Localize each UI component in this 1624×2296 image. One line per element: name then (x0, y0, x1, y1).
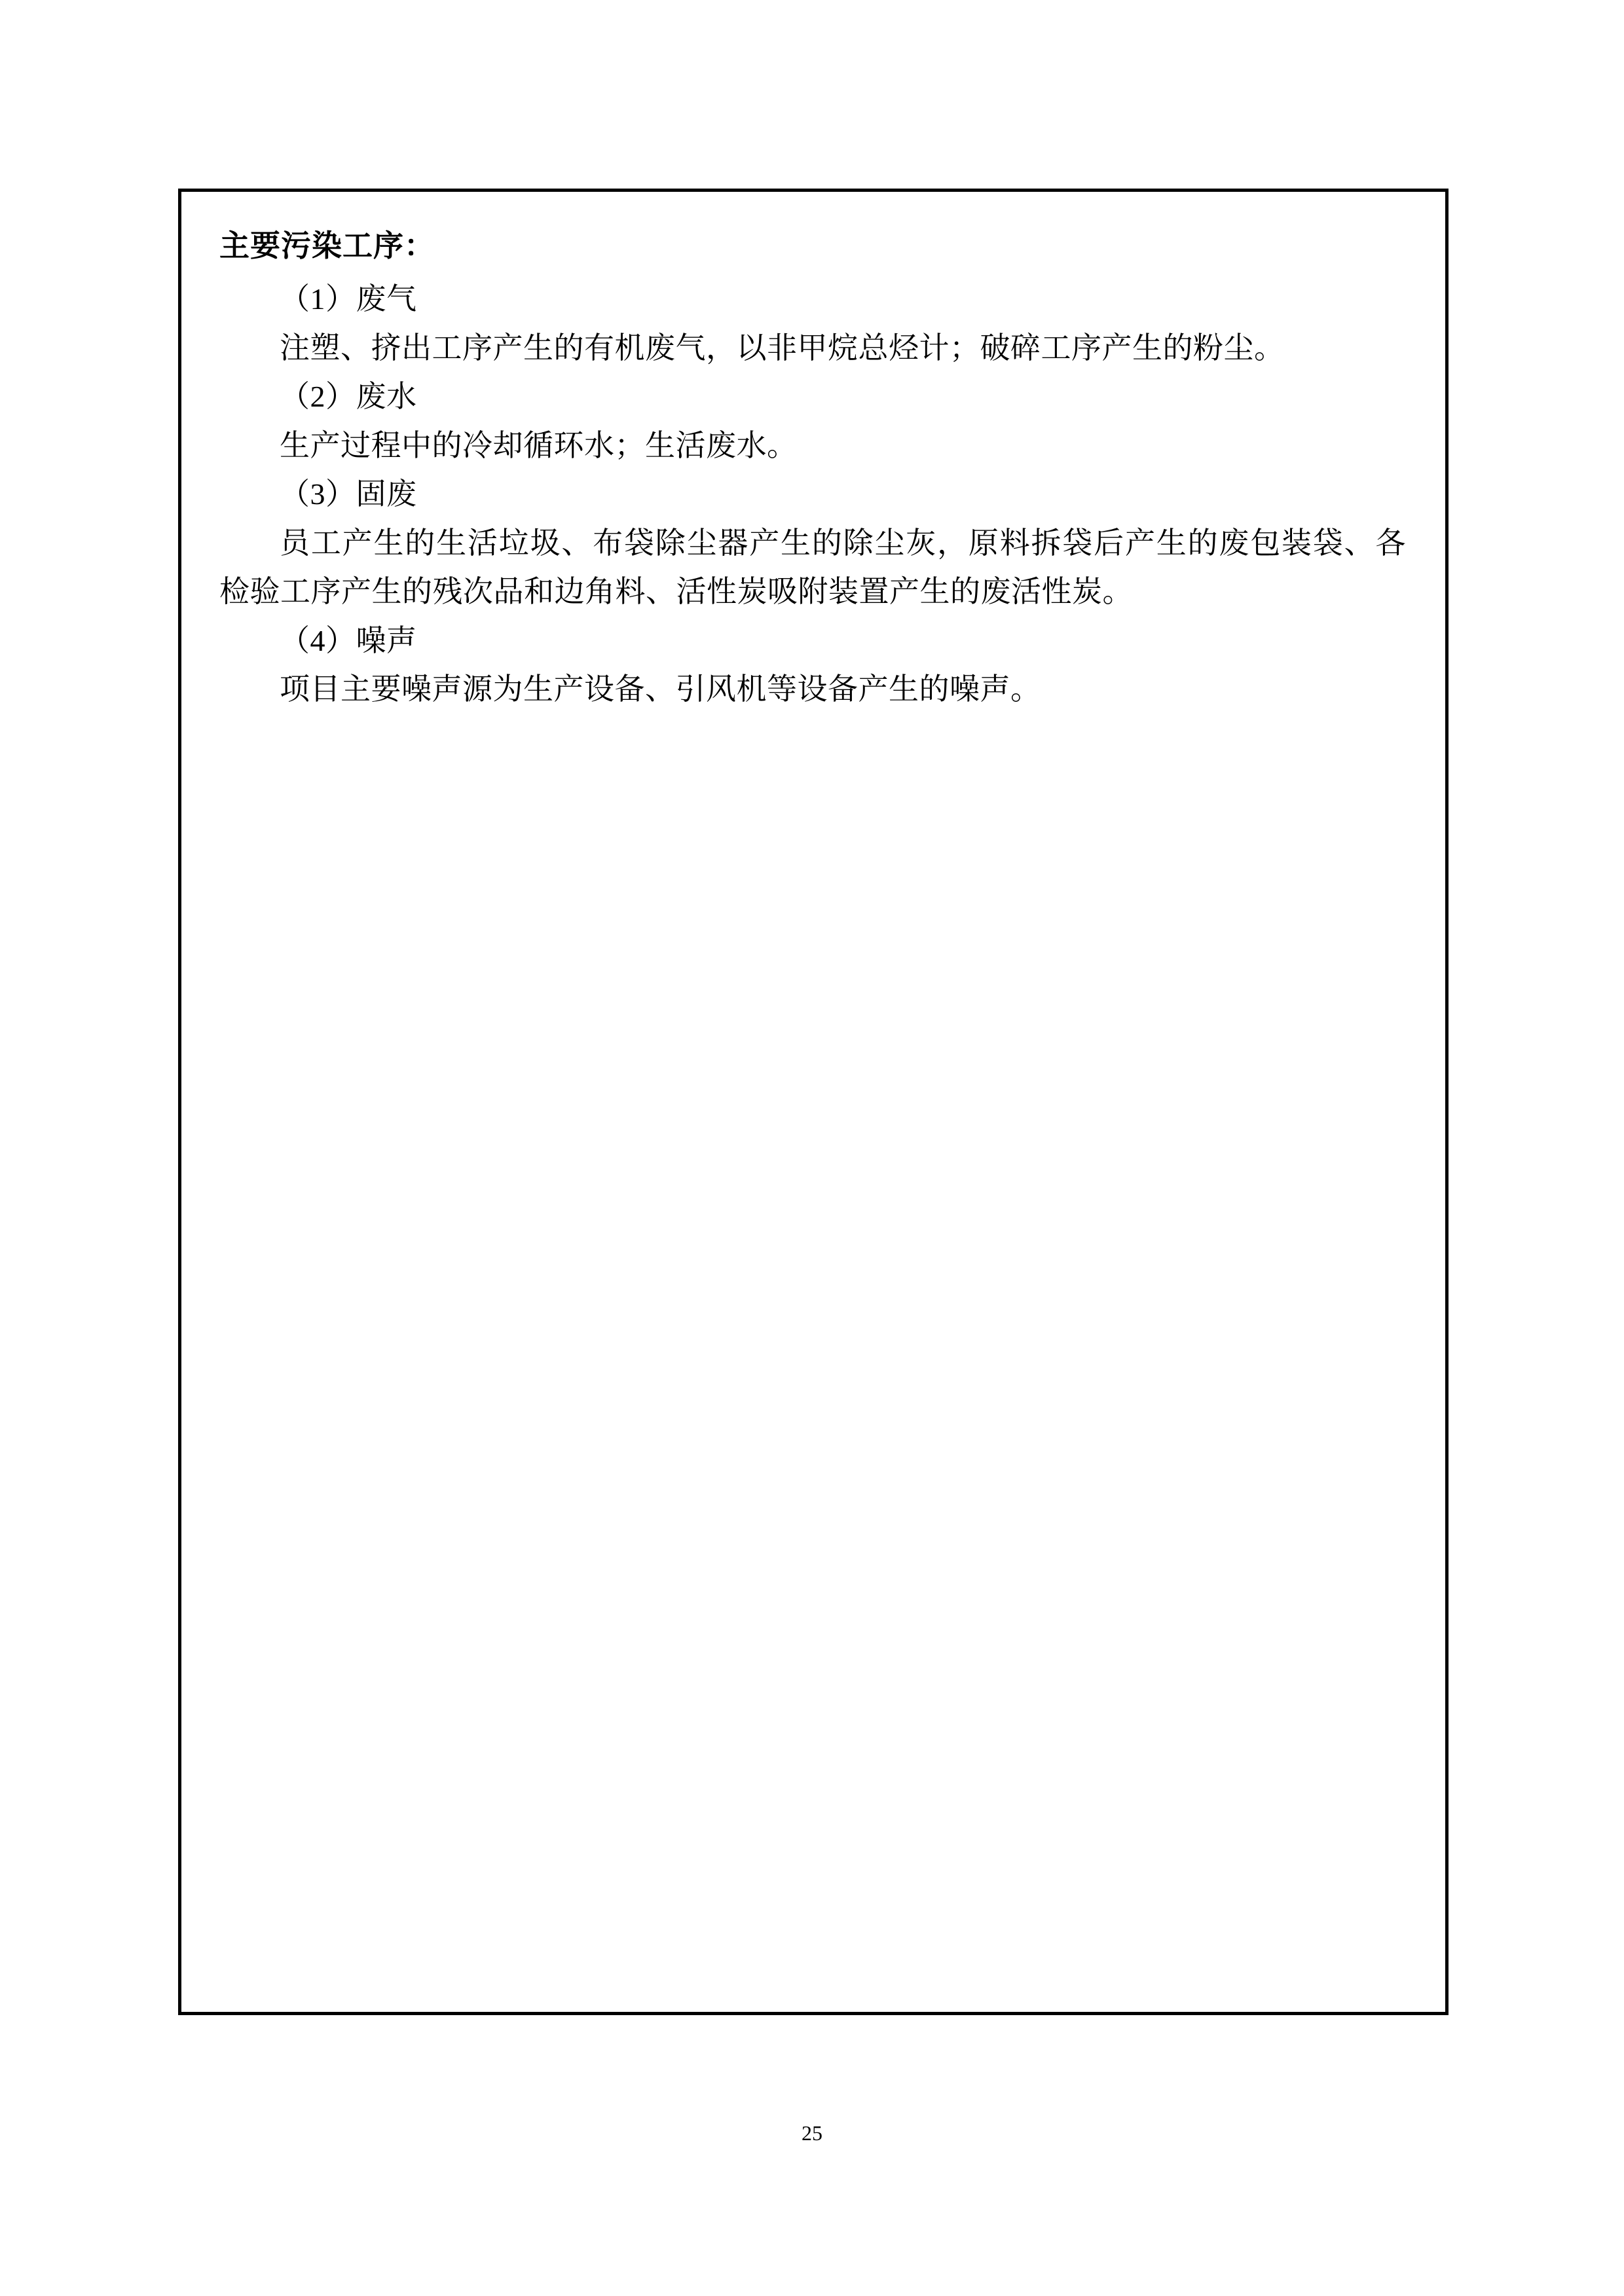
section-body-4: 项目主要噪声源为生产设备、引风机等设备产生的噪声。 (280, 672, 1041, 706)
content-frame (178, 189, 1449, 2015)
section-label-2: （2）废水 (280, 380, 417, 414)
section-label-3: （3）固废 (280, 477, 417, 511)
section-body-3: 员工产生的生活垃圾、布袋除尘器产生的除尘灰，原料拆袋后产生的废包装袋、各检验工序产生的残次品和边角料、活性炭吸附装置产生的废活性炭。 (219, 526, 1406, 609)
page-title: 主要污染工序： (219, 228, 435, 263)
section-label-4: （4）噪声 (280, 623, 417, 657)
section-body-2: 生产过程中的冷却循环水；生活废水。 (280, 428, 798, 462)
section-label-1: （1）废气 (280, 282, 417, 316)
section-body-1: 注塑、挤出工序产生的有机废气，以非甲烷总烃计；破碎工序产生的粉尘。 (280, 331, 1285, 365)
page-number: 25 (802, 2121, 822, 2145)
content-body (181, 192, 1445, 714)
